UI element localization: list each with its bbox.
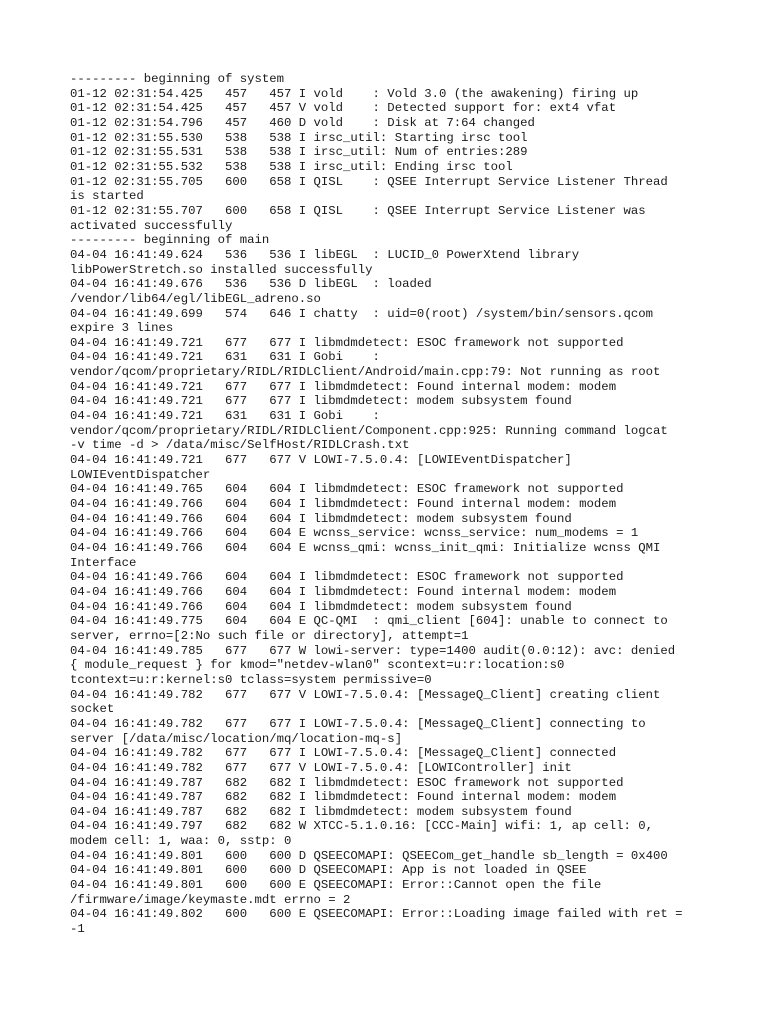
log-line: tcontext=u:r:kernel:s0 tclass=system permissive=0 — [70, 672, 432, 687]
log-line: 04-04 16:41:49.787 682 682 I libmdmdetect: Found internal modem: modem — [70, 790, 617, 805]
log-line: 04-04 16:41:49.766 604 604 I libmdmdetect: ESOC framework not supported — [70, 570, 624, 585]
log-line: 01-12 02:31:54.796 457 460 D vold : Disk at 7:64 changed — [70, 115, 535, 130]
log-line: 01-12 02:31:55.531 538 538 I irsc_util: Num of entries:289 — [70, 145, 528, 160]
log-line: 04-04 16:41:49.676 536 536 D libEGL : loaded — [70, 277, 432, 292]
log-line: server, errno=[2:No such file or directory], attempt=1 — [70, 628, 469, 643]
log-line: -v time -d > /data/misc/SelfHost/RIDLCrash.txt — [70, 438, 410, 453]
log-line: 04-04 16:41:49.787 682 682 I libmdmdetect: modem subsystem found — [70, 804, 572, 819]
log-line: 04-04 16:41:49.782 677 677 I LOWI-7.5.0.4: [MessageQ_Client] connected — [70, 746, 617, 761]
log-line: is started — [70, 189, 144, 204]
log-line: 04-04 16:41:49.775 604 604 E QC-QMI : qmi_client [604]: unable to connect to — [70, 614, 668, 629]
log-line: server [/data/misc/location/mq/location-mq-s] — [70, 731, 403, 746]
log-line: 04-04 16:41:49.721 677 677 I libmdmdetect: modem subsystem found — [70, 394, 572, 409]
log-line: activated successfully — [70, 218, 233, 233]
log-line: 04-04 16:41:49.785 677 677 W lowi-server: type=1400 audit(0.0:12): avc: denied — [70, 643, 676, 658]
log-line: /firmware/image/keymaste.mdt errno = 2 — [70, 892, 351, 907]
log-line: 04-04 16:41:49.624 536 536 I libEGL : LUCID_0 PowerXtend library — [70, 247, 580, 262]
log-line: 04-04 16:41:49.721 631 631 I Gobi : — [70, 350, 380, 365]
log-line: 01-12 02:31:55.705 600 658 I QISL : QSEE Interrupt Service Listener Thread — [70, 174, 668, 189]
log-line: vendor/qcom/proprietary/RIDL/RIDLClient/Android/main.cpp:79: Not running as root — [70, 365, 661, 380]
log-line: 04-04 16:41:49.782 677 677 I LOWI-7.5.0.4: [MessageQ_Client] connecting to — [70, 716, 646, 731]
log-line: 04-04 16:41:49.765 604 604 I libmdmdetect: ESOC framework not supported — [70, 482, 624, 497]
log-line: 04-04 16:41:49.721 677 677 V LOWI-7.5.0.4: [LOWIEventDispatcher] — [70, 453, 572, 468]
log-line: socket — [70, 702, 115, 717]
log-line: modem cell: 1, waa: 0, sstp: 0 — [70, 834, 292, 849]
log-line: 04-04 16:41:49.766 604 604 I libmdmdetect: modem subsystem found — [70, 511, 572, 526]
log-line: vendor/qcom/proprietary/RIDL/RIDLClient/Component.cpp:925: Running command logcat — [70, 423, 668, 438]
log-line: 04-04 16:41:49.699 574 646 I chatty : uid=0(root) /system/bin/sensors.qcom — [70, 306, 653, 321]
log-line: 01-12 02:31:54.425 457 457 I vold : Vold 3.0 (the awakening) firing up — [70, 86, 639, 101]
log-line: --------- beginning of system — [70, 72, 285, 86]
log-line: 04-04 16:41:49.766 604 604 I libmdmdetect: modem subsystem found — [70, 599, 572, 614]
log-line: 04-04 16:41:49.801 600 600 E QSEECOMAPI: Error::Cannot open the file — [70, 878, 602, 893]
log-line: 04-04 16:41:49.766 604 604 E wcnss_qmi: wcnss_init_qmi: Initialize wcnss QMI — [70, 541, 661, 555]
log-line: 01-12 02:31:55.530 538 538 I irsc_util: Starting irsc tool — [70, 130, 528, 145]
log-line: 04-04 16:41:49.721 631 631 I Gobi : — [70, 409, 380, 424]
log-line: LOWIEventDispatcher — [70, 467, 211, 482]
log-line: 04-04 16:41:49.721 677 677 I libmdmdetect: ESOC framework not supported — [70, 335, 624, 350]
log-line: --------- beginning of main — [70, 233, 270, 248]
log-line: expire 3 lines — [70, 321, 174, 336]
log-line: 04-04 16:41:49.782 677 677 V LOWI-7.5.0.4: [LOWIController] init — [70, 760, 572, 775]
log-line: Interface — [70, 555, 137, 570]
log-line: 04-04 16:41:49.766 604 604 I libmdmdetect: Found internal modem: modem — [70, 584, 617, 599]
log-line: -1 — [70, 922, 85, 937]
log-line: /vendor/lib64/egl/libEGL_adreno.so — [70, 291, 321, 306]
log-line: 04-04 16:41:49.802 600 600 E QSEECOMAPI: Error::Loading image failed with ret = — [70, 907, 683, 922]
log-line: 04-04 16:41:49.801 600 600 D QSEECOMAPI: QSEECom_get_handle sb_length = 0x400 — [70, 848, 668, 863]
log-document — [70, 72, 750, 937]
log-line: libPowerStretch.so installed successfully — [70, 262, 373, 277]
log-line: 04-04 16:41:49.766 604 604 E wcnss_service: wcnss_service: num_modems = 1 — [70, 526, 639, 541]
log-line: 04-04 16:41:49.721 677 677 I libmdmdetect: Found internal modem: modem — [70, 379, 617, 394]
log-line: 04-04 16:41:49.787 682 682 I libmdmdetect: ESOC framework not supported — [70, 775, 624, 790]
log-line: 01-12 02:31:55.707 600 658 I QISL : QSEE Interrupt Service Listener was — [70, 203, 646, 218]
log-line: 04-04 16:41:49.782 677 677 V LOWI-7.5.0.4: [MessageQ_Client] creating client — [70, 687, 661, 702]
log-line: 04-04 16:41:49.801 600 600 D QSEECOMAPI: App is not loaded in QSEE — [70, 863, 587, 878]
log-line: 04-04 16:41:49.766 604 604 I libmdmdetect: Found internal modem: modem — [70, 497, 617, 512]
log-line: 04-04 16:41:49.797 682 682 W XTCC-5.1.0.16: [CCC-Main] wifi: 1, ap cell: 0, — [70, 819, 653, 834]
log-line: { module_request } for kmod="netdev-wlan0" scontext=u:r:location:s0 — [70, 658, 565, 673]
log-line: 01-12 02:31:55.532 538 538 I irsc_util: Ending irsc tool — [70, 159, 513, 174]
log-line: 01-12 02:31:54.425 457 457 V vold : Detected support for: ext4 vfat — [70, 101, 617, 116]
